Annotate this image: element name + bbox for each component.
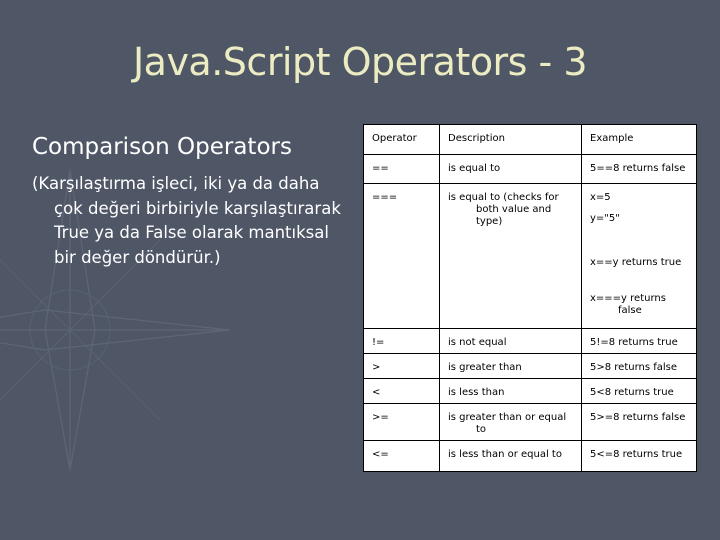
operator-cell: != — [364, 329, 440, 354]
section-heading: Comparison Operators — [32, 134, 292, 160]
example-cell: 5>8 returns false — [582, 354, 697, 379]
example-cell — [582, 184, 697, 329]
description-cell: is less than — [440, 379, 582, 404]
header-operator: Operator — [364, 125, 440, 155]
table-row — [364, 184, 697, 329]
operator-cell: < — [364, 379, 440, 404]
description-cell: is greater than — [440, 354, 582, 379]
operator-cell: <= — [364, 441, 440, 472]
operator-cell: == — [364, 155, 440, 184]
operator-cell: > — [364, 354, 440, 379]
left-text-block — [32, 134, 352, 270]
table-row — [364, 329, 697, 354]
example-cell: 5>=8 returns false — [582, 404, 697, 441]
table-header-row — [364, 125, 697, 155]
operators-table — [363, 124, 697, 472]
header-description: Description — [440, 125, 582, 155]
table-row — [364, 404, 697, 441]
example-line: x=5 — [590, 192, 611, 203]
description-cell — [440, 404, 582, 441]
description-cell: is less than or equal to — [440, 441, 582, 472]
table-row — [364, 379, 697, 404]
example-cell: 5<8 returns true — [582, 379, 697, 404]
slide-title: Java.Script Operators - 3 — [132, 40, 588, 84]
operator-cell: >= — [364, 404, 440, 441]
example-cell: 5==8 returns false — [582, 155, 697, 184]
description-text: is equal to (checks for both value and type) — [448, 192, 559, 227]
header-example: Example — [582, 125, 697, 155]
table-row — [364, 441, 697, 472]
example-cell: 5!=8 returns true — [582, 329, 697, 354]
table-row — [364, 354, 697, 379]
description-cell — [440, 184, 582, 329]
description-cell: is not equal — [440, 329, 582, 354]
operator-cell: === — [364, 184, 440, 329]
description-cell: is equal to — [440, 155, 582, 184]
table-row — [364, 155, 697, 184]
example-cell: 5<=8 returns true — [582, 441, 697, 472]
example-line: y="5" — [590, 213, 620, 224]
example-line: x==y returns true — [590, 257, 682, 268]
section-description: (Karşılaştırma işleci, iki ya da daha çok değeri birbiriyle karşılaştırarak True ya da False olarak mantıksal bir değer döndürür.) — [32, 174, 341, 267]
example-line: x===y returns false — [590, 293, 666, 316]
description-text: is greater than or equal to — [448, 412, 567, 435]
